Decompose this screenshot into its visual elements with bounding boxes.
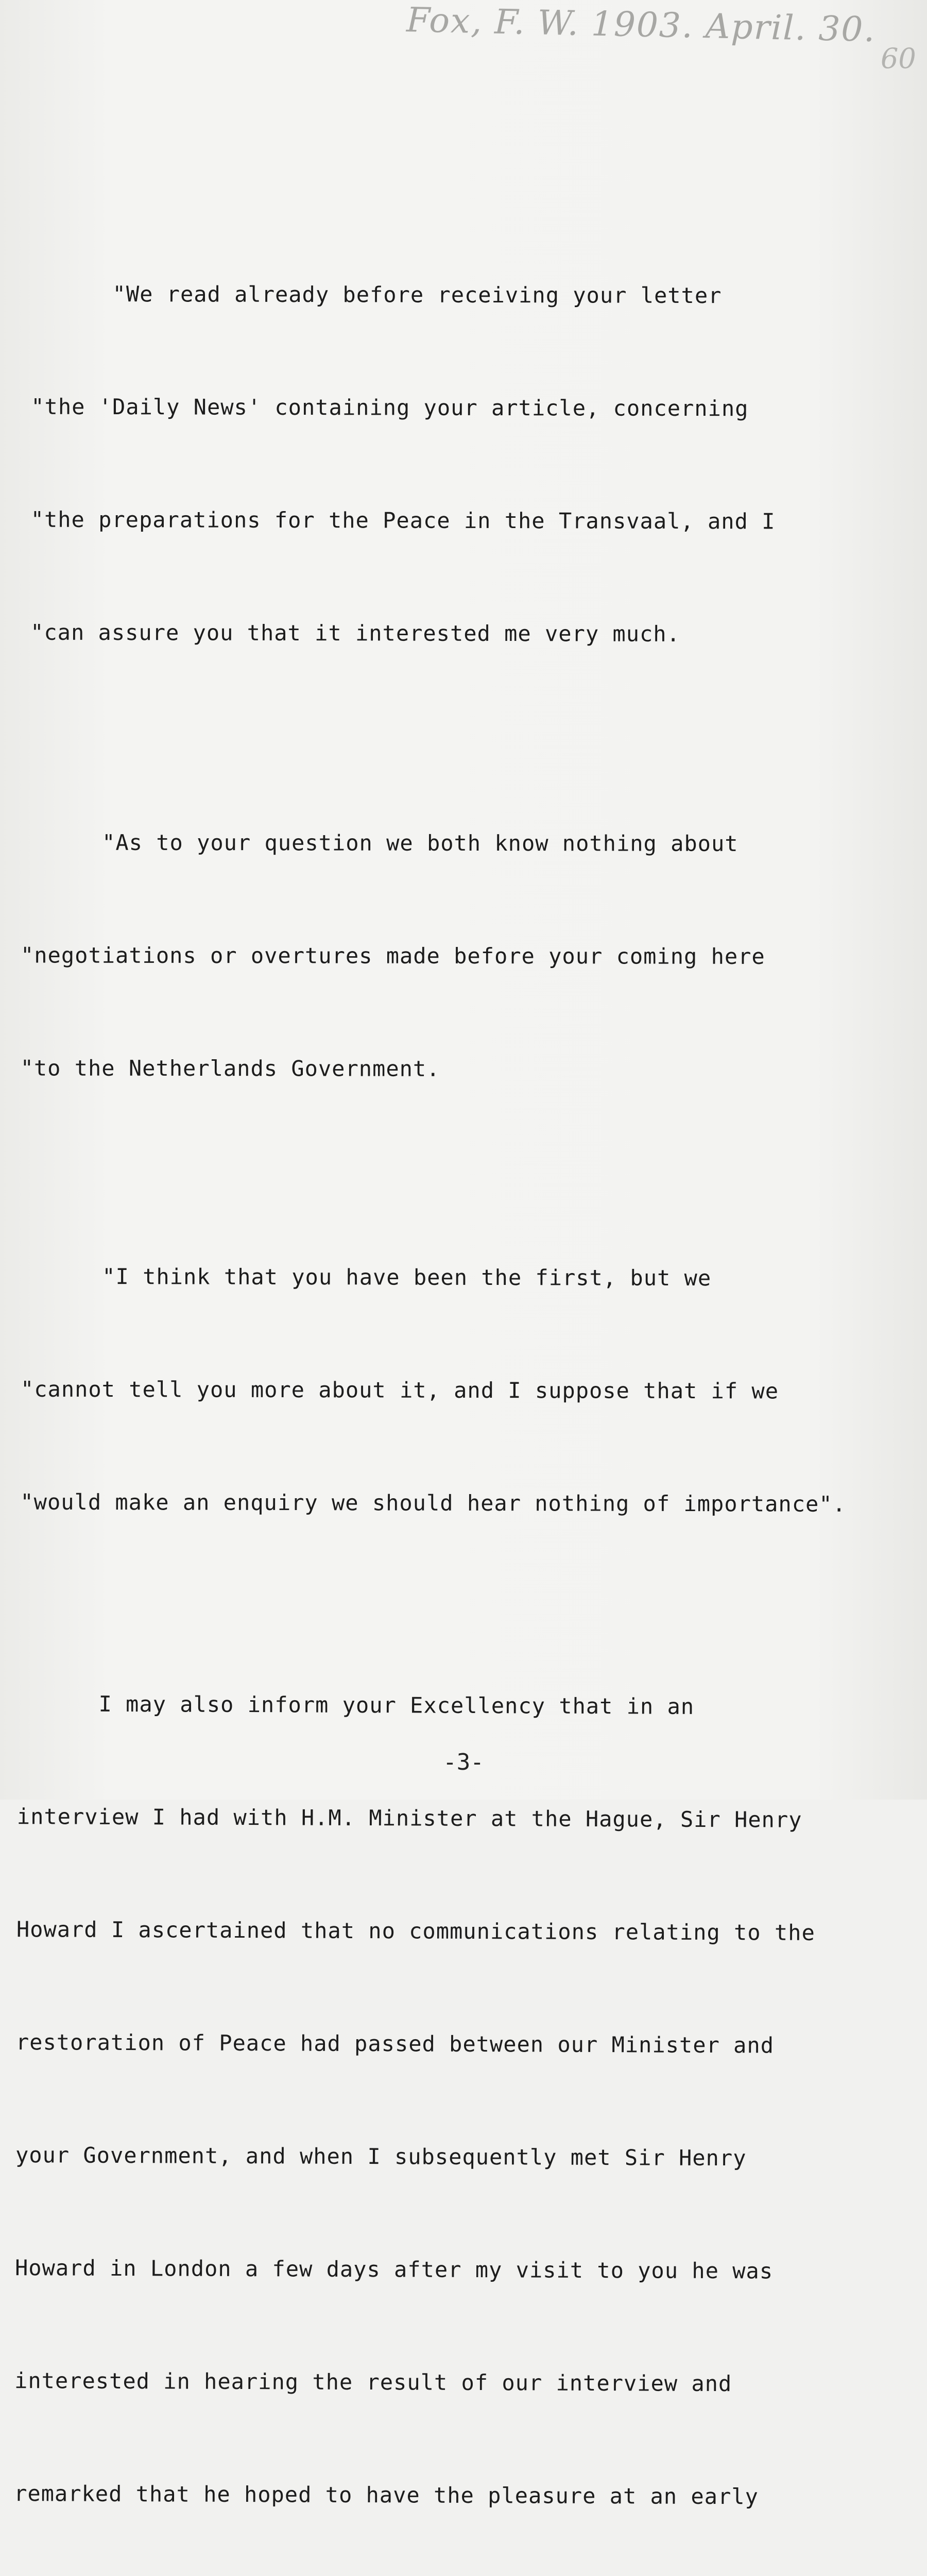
page-mark: 60: [881, 42, 916, 75]
text-line: "As to your question we both know nothing about: [21, 829, 739, 856]
paragraph-3: [20, 1182, 927, 1599]
text-line: "cannot tell you more about it, and I suppose that if we: [20, 1376, 779, 1404]
text-line: "to the Netherlands Government.: [20, 1055, 440, 1081]
text-line: "the preparations for the Peace in the Transvaal, and I: [30, 506, 776, 534]
text-line: I may also inform your Excellency that in an: [17, 1691, 695, 1719]
text-line: "negotiations or overtures made before your coming here: [20, 942, 765, 969]
page-number: -3-: [443, 1749, 484, 1775]
text-line: "I think that you have been the first, but we: [21, 1263, 712, 1291]
text-line: Howard in London a few days after my visit to you he was: [14, 2255, 774, 2284]
text-line: interview I had with H.M. Minister at the Hague, Sir Henry: [16, 1804, 802, 1833]
letter-body: [0, 201, 927, 2576]
handwritten-annotation: Fox, F. W. 1903. April. 30.: [406, 0, 877, 50]
text-line: "can assure you that it interested me very much.: [30, 619, 680, 647]
text-line: "We read already before receiving your letter: [31, 281, 722, 309]
paragraph-2: [20, 748, 927, 1163]
text-line: remarked that he hoped to have the pleasure at an early: [14, 2481, 759, 2510]
text-line: interested in hearing the result of our interview and: [14, 2368, 732, 2397]
text-line: your Government, and when I subsequently met Sir Henry: [15, 2142, 747, 2171]
text-line: "the 'Daily News' containing your article, concerning: [31, 394, 749, 421]
text-line: restoration of Peace had passed between our Minister and: [15, 2029, 775, 2058]
paragraph-1: [30, 200, 927, 729]
text-line: Howard I ascertained that no communications relating to the: [16, 1917, 815, 1945]
text-line: "would make an enquiry we should hear nothing of importance".: [20, 1489, 846, 1517]
